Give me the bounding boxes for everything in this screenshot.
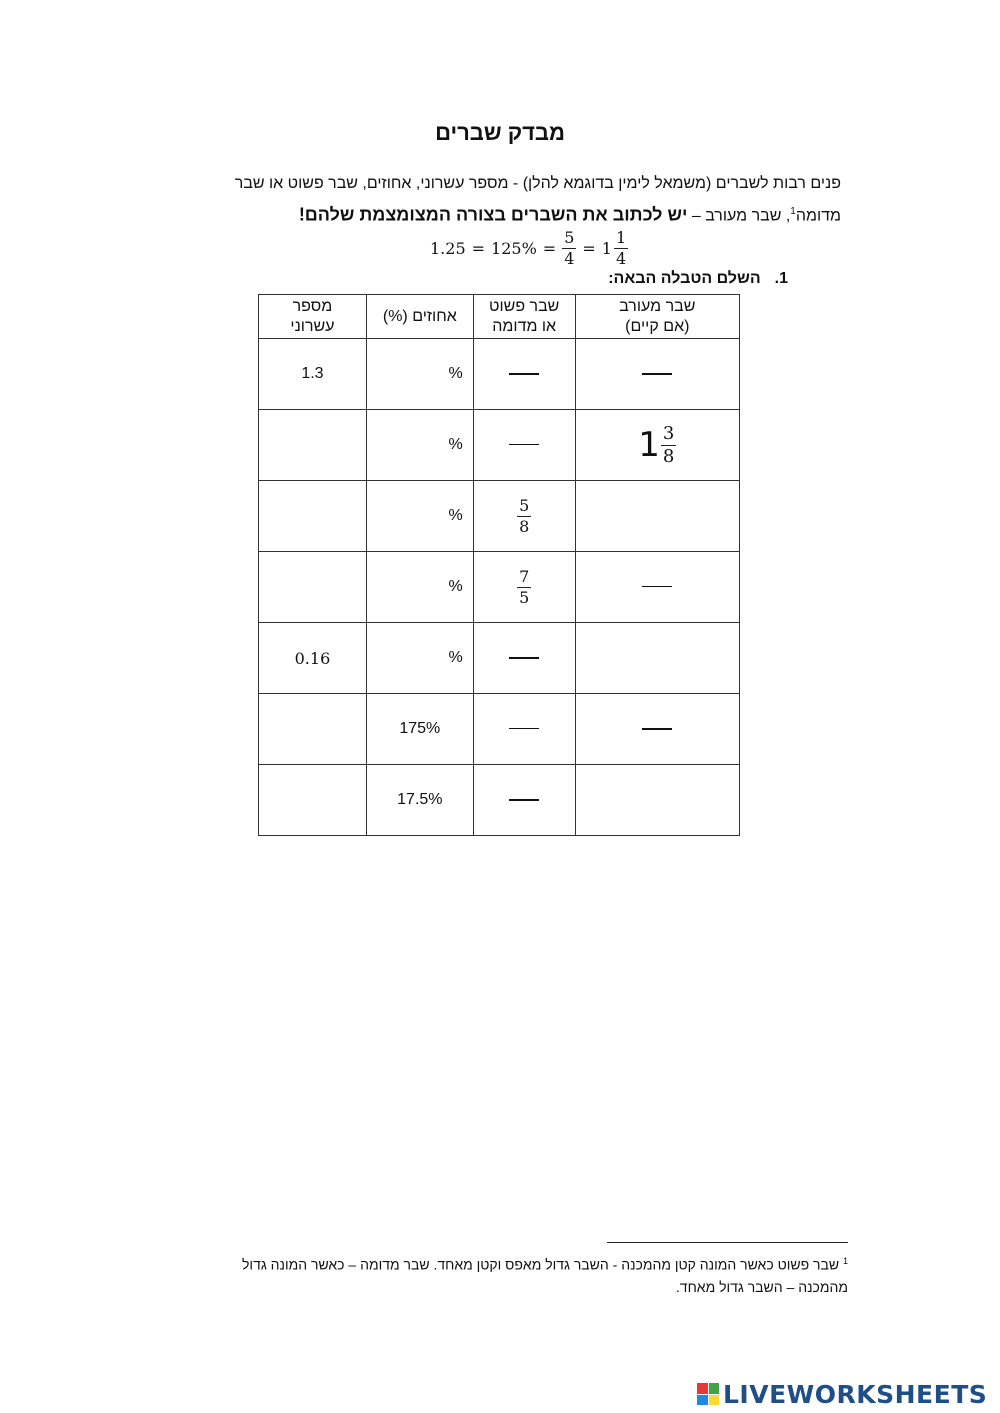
header-mixed-line-2: (אם קיים) [625,317,690,335]
cell-decimal-input[interactable] [259,410,367,481]
cell-fraction-input[interactable] [473,339,575,410]
cell-fraction-input[interactable] [473,410,575,481]
formula-fraction-denominator: 4 [564,248,575,268]
footnote [160,1250,848,1298]
cell-percent: 175% [366,694,473,765]
formula-mixed-number [601,227,628,268]
header-mixed [575,295,739,339]
answer-blank [642,586,672,587]
fraction-denominator: 8 [519,516,530,536]
header-percent-label: אחוזים (%) [382,307,457,325]
cell-fraction-input[interactable] [473,694,575,765]
cell-percent: 17.5% [366,765,473,836]
question-number: 1. [774,270,788,287]
answer-blank [642,373,672,375]
formula-mixed-denominator: 4 [615,248,627,268]
cell-percent-input[interactable]: % [366,481,473,552]
intro-line-2-mid: , שבר מעורב – [687,207,791,225]
table-row [259,552,740,623]
question-text: השלם הטבלה הבאה: [608,270,761,287]
formula-decimal: 1.25 [430,238,466,258]
table-row [259,481,740,552]
fractions-table [258,294,740,836]
footnote-line-1 [160,1250,848,1276]
header-fraction-line-1: שבר פשוט [489,297,560,315]
footnote-line-2: מהמכנה – השבר גדול מאחד. [675,1278,848,1295]
formula-fraction-numerator: 5 [564,227,575,247]
brand-text: LIVEWORKSHEETS [723,1379,988,1409]
logo-square-blue [697,1395,708,1406]
answer-blank [642,728,672,730]
cell-fraction [473,552,575,623]
table-row [259,410,740,481]
header-decimal-line-2: עשרוני [290,317,335,335]
question-1 [560,270,788,288]
logo-square-yellow [709,1395,720,1406]
cell-decimal-input[interactable] [259,481,367,552]
cell-mixed [575,410,739,481]
cell-mixed-input[interactable] [575,623,739,694]
intro-line-2-start: מדומה [795,207,841,225]
formula-equals-1: = [471,238,486,258]
answer-blank [509,799,539,801]
header-mixed-line-1: שבר מעורב [619,297,696,315]
mixed-whole: 1 [638,425,660,465]
cell-decimal: 0.16 [259,623,367,694]
cell-fraction-input[interactable] [473,765,575,836]
header-fraction [473,295,575,339]
formula-equals-2: = [542,238,557,258]
footnote-separator [607,1242,848,1243]
fraction-value [517,495,531,536]
table-row [259,339,740,410]
header-decimal-line-1: מספר [292,297,333,315]
mixed-denominator: 8 [662,445,675,467]
formula-fraction [562,227,576,268]
cell-fraction-input[interactable] [473,623,575,694]
table-row [259,765,740,836]
formula-mixed-fraction [614,227,628,268]
formula-percent: 125% [491,238,537,258]
fraction-numerator: 7 [519,566,530,586]
mixed-number [638,422,676,467]
mixed-fraction [661,422,676,467]
intro-instruction-bold: יש לכתוב את השברים בצורה המצומצמת שלהם! [298,204,688,225]
logo-icon [697,1383,719,1405]
cell-mixed-input[interactable] [575,339,739,410]
header-decimal [259,295,367,339]
intro-line-1: פנים רבות לשברים (משמאל לימין בדוגמא להלן) - מספר עשרוני, אחוזים, שבר פשוט או שבר [234,175,841,192]
cell-fraction [473,481,575,552]
cell-decimal-input[interactable] [259,552,367,623]
fraction-denominator: 5 [519,587,530,607]
answer-blank [509,728,539,729]
cell-percent-input[interactable]: % [366,410,473,481]
footnote-marker: 1 [842,1256,848,1266]
cell-decimal-input[interactable] [259,765,367,836]
fraction-value [517,566,531,607]
table-header-row [259,295,740,339]
cell-mixed-input[interactable] [575,694,739,765]
liveworksheets-logo [697,1378,997,1410]
header-percent [366,295,473,339]
cell-percent-input[interactable]: % [366,339,473,410]
cell-percent-input[interactable]: % [366,623,473,694]
logo-square-red [697,1383,708,1394]
fraction-numerator: 5 [519,495,530,515]
footnote-text-1: שבר פשוט כאשר המונה קטן מהמכנה - השבר גדול מאפס וקטן מאחד. שבר מדומה – כאשר המונה גדול [242,1256,843,1273]
table-row [259,623,740,694]
page-title: מבדק שברים [435,120,565,145]
cell-mixed-input[interactable] [575,765,739,836]
cell-mixed-input[interactable] [575,552,739,623]
logo-square-green [709,1383,720,1394]
cell-decimal-input[interactable] [259,694,367,765]
answer-blank [509,657,539,659]
cell-mixed-input[interactable] [575,481,739,552]
header-fraction-line-2: או מדומה [492,317,557,335]
table-row [259,694,740,765]
formula-mixed-numerator: 1 [615,227,627,247]
mixed-numerator: 3 [662,422,675,444]
intro-paragraph [165,170,841,230]
formula-mixed-whole: 1 [601,238,612,258]
example-formula [430,226,628,270]
answer-blank [509,373,539,375]
formula-equals-3: = [582,238,596,258]
footnote-ref: 1 [790,206,796,217]
cell-percent-input[interactable]: % [366,552,473,623]
cell-decimal: 1.3 [259,339,367,410]
answer-blank [509,444,539,445]
